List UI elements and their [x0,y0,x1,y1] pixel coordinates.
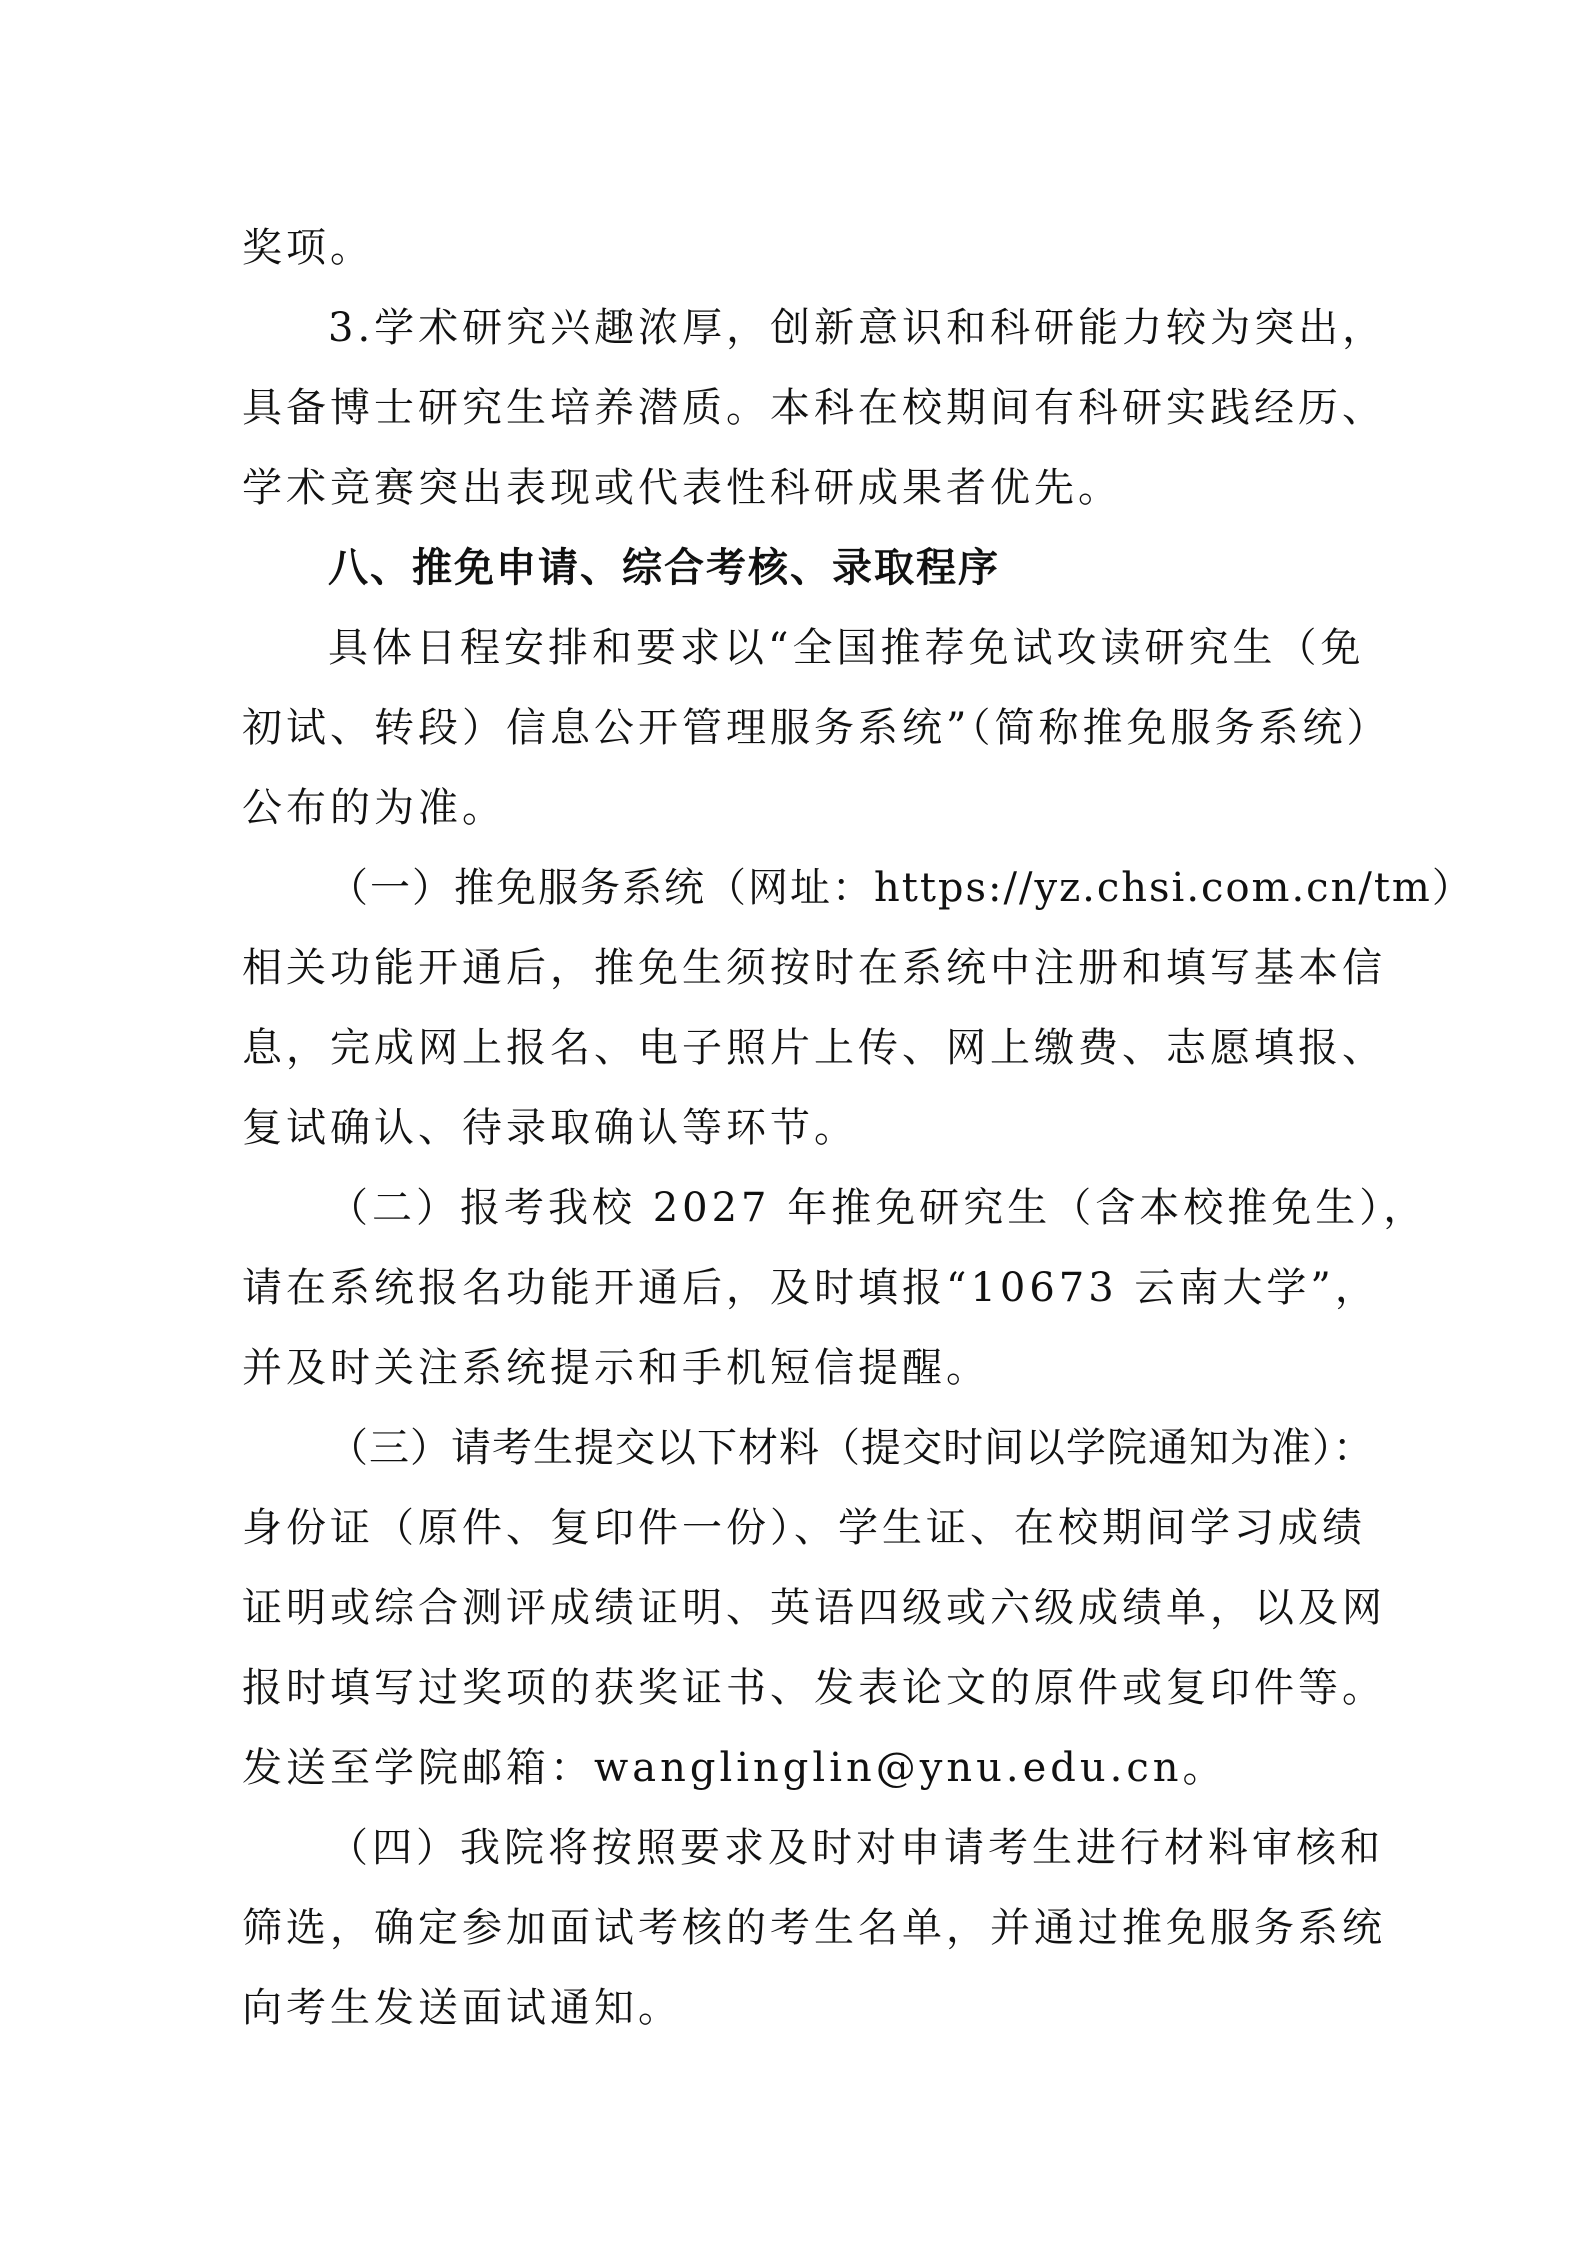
paragraph-line: 请在系统报名功能开通后，及时填报“10673 云南大学”， [242,1265,1379,1311]
paragraph-line: 相关功能开通后，推免生须按时在系统中注册和填写基本信 [242,945,1386,991]
paragraph-line: 息，完成网上报名、电子照片上传、网上缴费、志愿填报、 [242,1025,1386,1071]
paragraph-line: 初试、转段）信息公开管理服务系统”（简称推免服务系统） [242,705,1391,751]
paragraph-line: 身份证（原件、复印件一份）、学生证、在校期间学习成绩 [242,1505,1366,1551]
paragraph-line: 学术竞赛突出表现或代表性科研成果者优先。 [242,465,1122,511]
paragraph-line: 证明或综合测评成绩证明、英语四级或六级成绩单，以及网 [242,1585,1386,1631]
paragraph-line: 3.学术研究兴趣浓厚，创新意识和科研能力较为突出， [328,305,1387,351]
paragraph-line: 筛选，确定参加面试考核的考生名单，并通过推免服务系统 [242,1905,1386,1951]
section-heading: 八、推免申请、综合考核、录取程序 [328,545,1000,591]
paragraph-line: （二）报考我校 2027 年推免研究生（含本校推免生）， [328,1185,1428,1231]
paragraph-line: 奖项。 [242,225,374,271]
paragraph-line: 发送至学院邮箱：wanglinglin@ynu.edu.cn。 [242,1745,1227,1791]
paragraph-line: 具体日程安排和要求以“全国推荐免试攻读研究生（免 [328,625,1365,671]
paragraph-line: （三）请考生提交以下材料（提交时间以学院通知为准）： [328,1425,1374,1471]
paragraph-line: 公布的为准。 [242,785,506,831]
paragraph-line: 并及时关注系统提示和手机短信提醒。 [242,1345,990,1391]
paragraph-line: 向考生发送面试通知。 [242,1985,682,2031]
document-body [242,208,1474,2048]
paragraph-line: （一）推免服务系统（网址：https://yz.chsi.com.cn/tm） [328,865,1474,911]
paragraph-line: 具备博士研究生培养潜质。本科在校期间有科研实践经历、 [242,385,1386,431]
paragraph-line: 报时填写过奖项的获奖证书、发表论文的原件或复印件等。 [242,1665,1386,1711]
paragraph-line: （四）我院将按照要求及时对申请考生进行材料审核和 [328,1825,1384,1871]
paragraph-line: 复试确认、待录取确认等环节。 [242,1105,858,1151]
